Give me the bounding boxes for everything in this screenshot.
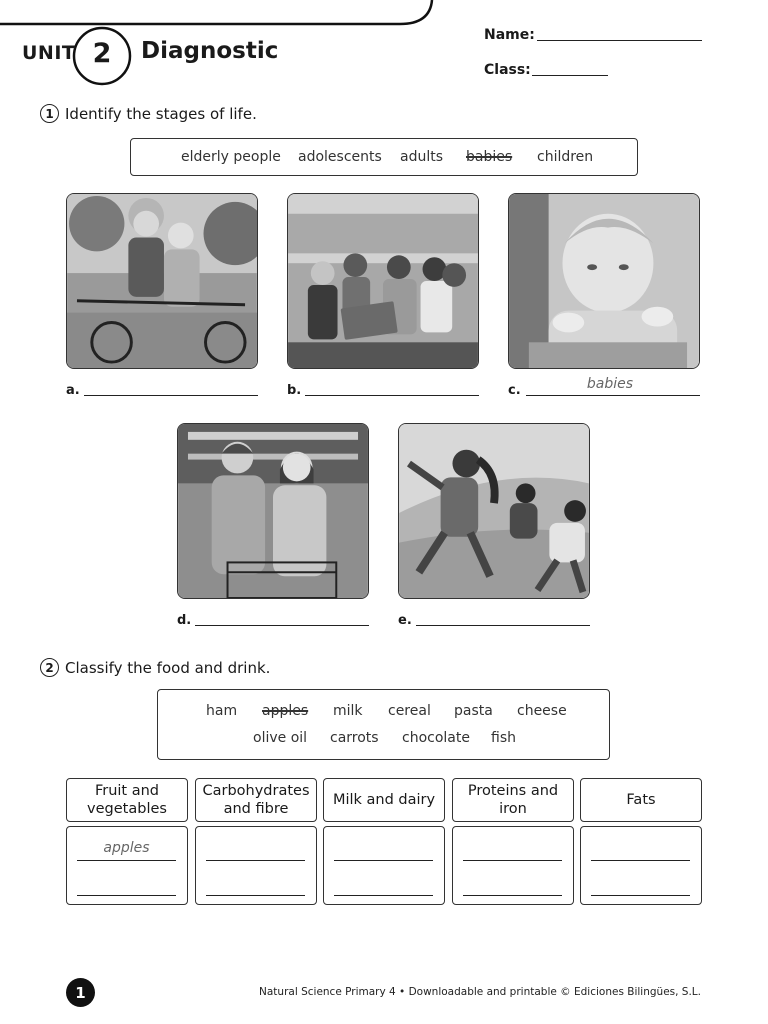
answer-c-letter: c.	[508, 383, 521, 398]
name-field[interactable]	[537, 40, 702, 41]
exercise-2-instruction	[40, 658, 270, 677]
answer-c-text: babies	[586, 376, 634, 392]
answer-e-letter: e.	[398, 613, 412, 628]
answer-d-letter: d.	[177, 613, 192, 628]
word-bank-item: ham	[206, 703, 238, 719]
answer-d-line[interactable]	[195, 625, 369, 626]
word-bank-item: elderly people	[181, 149, 281, 165]
answer-cell-proteins-iron	[452, 826, 574, 905]
fats-answer-line-2[interactable]	[591, 895, 690, 896]
exercise-1-number: 1	[40, 104, 59, 123]
word-bank-item: carrots	[330, 730, 379, 746]
class-field[interactable]	[532, 75, 608, 76]
unit-number: 2	[92, 38, 112, 69]
column-header-fats: Fats	[580, 778, 702, 822]
unit-label: UNIT	[22, 42, 76, 64]
photo-elderly-couple	[66, 193, 258, 369]
fats-answer-line-1[interactable]	[591, 860, 690, 861]
answer-e-line[interactable]	[416, 625, 590, 626]
photo-children	[398, 423, 590, 599]
food-word-bank	[157, 689, 610, 760]
milk-answer-line-2[interactable]	[334, 895, 433, 896]
answer-cell-milk-dairy	[323, 826, 445, 905]
column-header-carbohydrates-fibre: Carbohydrates and fibre	[195, 778, 317, 822]
word-bank-item: adults	[400, 149, 444, 165]
exercise-2-text: Classify the food and drink.	[65, 658, 271, 677]
class-label: Class:	[484, 62, 531, 78]
answer-a-letter: a.	[66, 383, 80, 398]
answer-c-line[interactable]	[526, 395, 700, 396]
photo-adults	[177, 423, 369, 599]
fruit-answer-line-2[interactable]	[77, 895, 176, 896]
footer-credit: Natural Science Primary 4 • Downloadable and printable © Ediciones Bilingües, S.L.	[259, 986, 701, 998]
word-bank-item: adolescents	[298, 149, 382, 165]
answer-cell-fats	[580, 826, 702, 905]
word-bank-item: olive oil	[253, 730, 308, 746]
carbohydrates-answer-line-1[interactable]	[206, 860, 305, 861]
photo-adolescents	[287, 193, 479, 369]
carbohydrates-answer-line-2[interactable]	[206, 895, 305, 896]
word-bank-item: fish	[491, 730, 516, 746]
stages-word-bank	[130, 138, 638, 176]
exercise-1-text: Identify the stages of life.	[65, 104, 257, 123]
proteins-answer-line-2[interactable]	[463, 895, 562, 896]
page-title: Diagnostic	[141, 38, 279, 64]
name-label: Name:	[484, 27, 535, 43]
word-bank-item: cereal	[388, 703, 431, 719]
fruit-answer-1-text: apples	[103, 840, 150, 856]
column-header-proteins-iron: Proteins and iron	[452, 778, 574, 822]
exercise-1-instruction	[40, 104, 257, 123]
column-header-fruit-vegetables: Fruit and vegetables	[66, 778, 188, 822]
answer-b-line[interactable]	[305, 395, 479, 396]
answer-cell-carbohydrates-fibre	[195, 826, 317, 905]
milk-answer-line-1[interactable]	[334, 860, 433, 861]
answer-a-line[interactable]	[84, 395, 258, 396]
column-header-milk-dairy: Milk and dairy	[323, 778, 445, 822]
exercise-2-number: 2	[40, 658, 59, 677]
word-bank-item: cheese	[517, 703, 567, 719]
word-bank-item: children	[537, 149, 594, 165]
word-bank-item: pasta	[454, 703, 493, 719]
word-bank-item: chocolate	[402, 730, 470, 746]
page-number: 1	[66, 978, 95, 1007]
fruit-answer-line-1[interactable]	[77, 860, 176, 861]
word-bank-item-crossed: babies	[466, 149, 513, 165]
photo-baby	[508, 193, 700, 369]
proteins-answer-line-1[interactable]	[463, 860, 562, 861]
answer-cell-fruit-vegetables	[66, 826, 188, 905]
answer-b-letter: b.	[287, 383, 302, 398]
word-bank-item-crossed: apples	[262, 703, 309, 719]
word-bank-item: milk	[333, 703, 363, 719]
